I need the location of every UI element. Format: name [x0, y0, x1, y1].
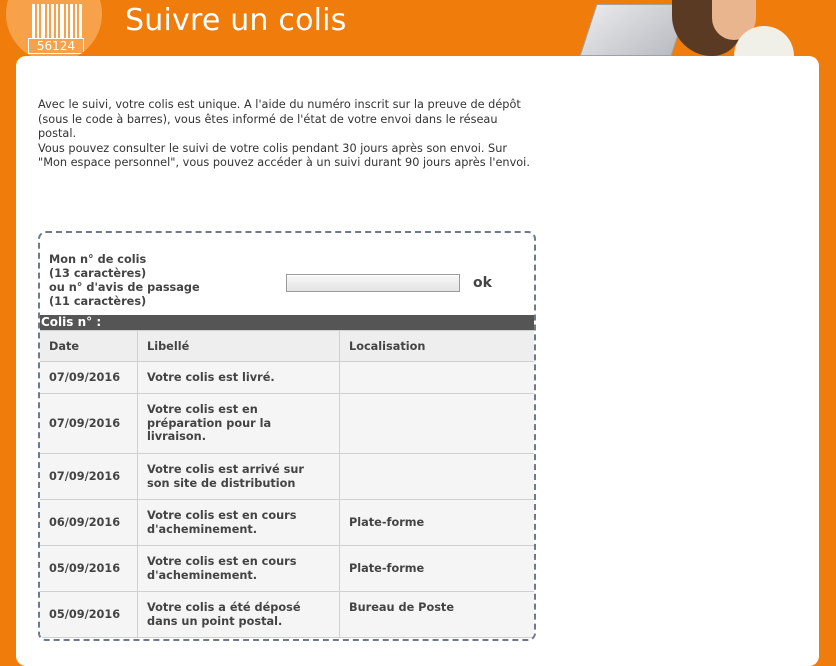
- row-localisation: Plate-forme: [340, 500, 535, 546]
- row-libelle: Votre colis a été déposé dans un point postal.: [138, 592, 340, 638]
- row-localisation: Plate-forme: [340, 546, 535, 592]
- logo-number: 56124: [28, 38, 84, 54]
- ok-button[interactable]: ok: [473, 275, 492, 291]
- table-row: [40, 394, 534, 454]
- column-header-localisation: Localisation: [340, 331, 535, 362]
- table-row: [40, 500, 534, 546]
- table-row: [40, 362, 534, 394]
- row-localisation: Bureau de Poste: [340, 592, 535, 638]
- barcode-icon: [32, 4, 82, 38]
- row-date: 07/09/2016: [40, 362, 138, 394]
- tracking-box: [38, 231, 536, 641]
- row-libelle: Votre colis est arrivé sur son site de distribution: [138, 454, 340, 500]
- table-row: [40, 546, 534, 592]
- table-header-row: [40, 331, 534, 362]
- intro-paragraph-1: Avec le suivi, votre colis est unique. A l'aide du numéro inscrit sur la preuve de dépôt (sous le code à barres), vous êtes informé de l'état de votre envoi dans le réseau postal.: [38, 98, 521, 140]
- row-date: 05/09/2016: [40, 546, 138, 592]
- row-date: 07/09/2016: [40, 454, 138, 500]
- tracking-table: [40, 330, 534, 638]
- row-libelle: Votre colis est en cours d'acheminement.: [138, 500, 340, 546]
- barcode-logo: [6, 0, 102, 62]
- row-libelle: Votre colis est en cours d'acheminement.: [138, 546, 340, 592]
- table-row: [40, 592, 534, 638]
- page-title: Suivre un colis: [125, 3, 347, 38]
- row-localisation: [340, 454, 535, 500]
- row-date: 06/09/2016: [40, 500, 138, 546]
- woman-photo: [672, 0, 792, 56]
- intro-paragraph-2: Vous pouvez consulter le suivi de votre colis pendant 30 jours après son envoi. Sur "Mon espace personnel", vous pouvez accéder à un suivi durant 90 jours après l'envoi.: [38, 141, 530, 169]
- page-header: [0, 0, 836, 60]
- tracking-number-label: Mon n° de colis (13 caractères) ou n° d'avis de passage (11 caractères): [49, 253, 200, 308]
- row-date: 07/09/2016: [40, 394, 138, 454]
- table-row: [40, 454, 534, 500]
- column-header-date: Date: [40, 331, 138, 362]
- row-localisation: [340, 362, 535, 394]
- row-libelle: Votre colis est livré.: [138, 362, 340, 394]
- row-localisation: [340, 394, 535, 454]
- row-libelle: Votre colis est en préparation pour la livraison.: [138, 394, 340, 454]
- row-date: 05/09/2016: [40, 592, 138, 638]
- column-header-libelle: Libellé: [138, 331, 340, 362]
- intro-text: [38, 98, 538, 171]
- tracking-number-input[interactable]: [286, 274, 460, 292]
- colis-number-bar: Colis n° :: [40, 315, 535, 330]
